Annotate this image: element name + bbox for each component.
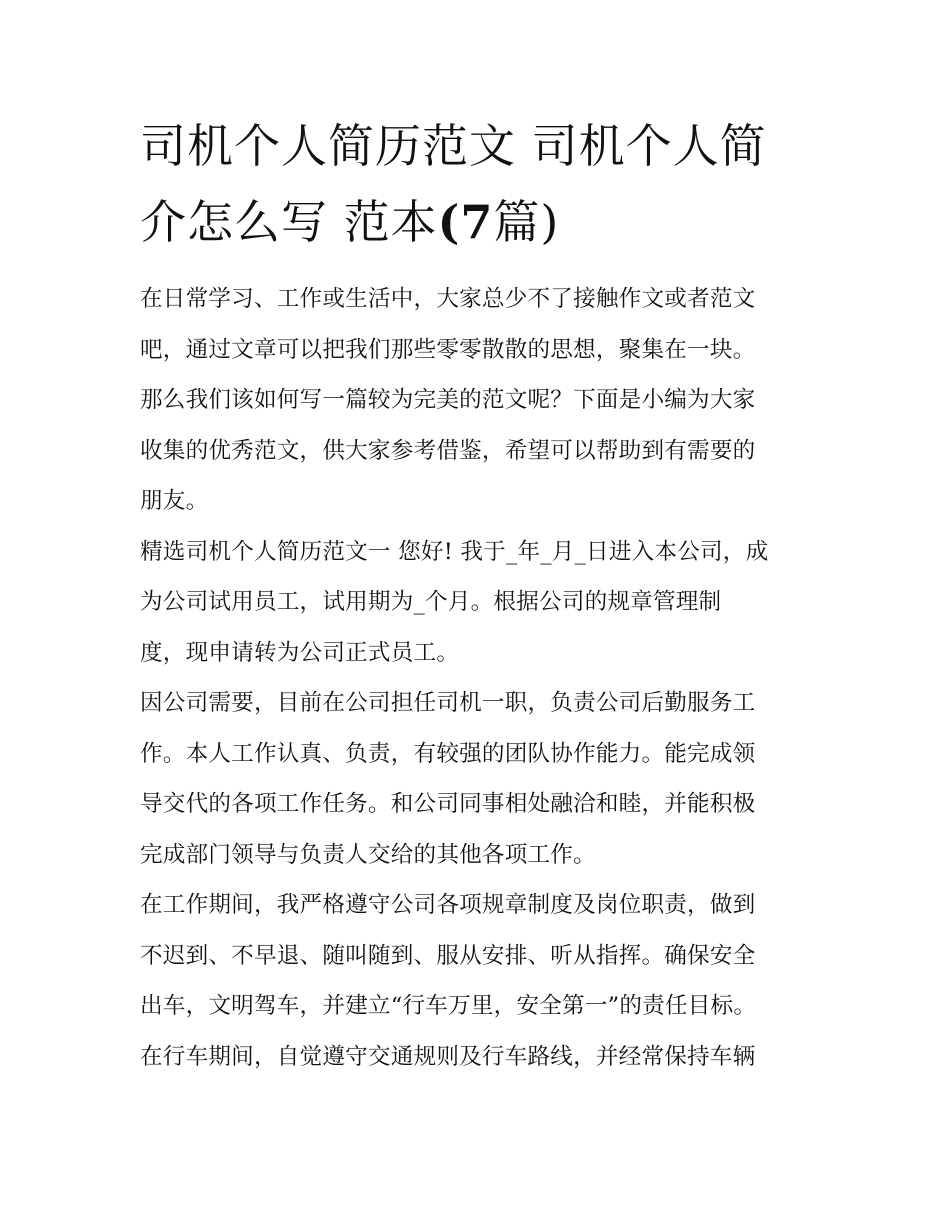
paragraph-line: 在行车期间，自觉遵守交通规则及行车路线，并经常保持车辆 <box>140 1043 756 1070</box>
paragraph-line: 出车，文明驾车，并建立“行车万里，安全第一”的责任目标。 <box>140 993 757 1019</box>
title-line-1: 司机个人简历范文 司机个人简 <box>140 119 767 173</box>
document-page <box>140 108 812 1082</box>
paragraph-line: 在日常学习、工作或生活中，大家总少不了接触作文或者范文 <box>140 286 756 312</box>
paragraph-conduct <box>140 880 812 1082</box>
paragraph-line: 在工作期间，我严格遵守公司各项规章制度及岗位职责，做到 <box>140 892 756 918</box>
document-body <box>140 274 812 1082</box>
paragraph-line: 收集的优秀范文，供大家参考借鉴，希望可以帮助到有需要的 <box>140 437 756 464</box>
paragraph-sample-one <box>140 527 812 679</box>
paragraph-line: 因公司需要，目前在公司担任司机一职，负责公司后勤服务工 <box>140 690 756 716</box>
paragraph-line: 不迟到、不早退、随叫随到、服从安排、听从指挥。确保安全 <box>140 942 756 969</box>
paragraph-line: 吧，通过文章可以把我们那些零零散散的思想，聚集在一块。 <box>140 336 756 363</box>
document-title <box>140 108 812 260</box>
paragraph-line: 那么我们该如何写一篇较为完美的范文呢？下面是小编为大家 <box>140 387 756 413</box>
paragraph-duties <box>140 678 812 880</box>
paragraph-line: 精选司机个人简历范文一 您好! 我于_年_月_日进入本公司，成 <box>140 538 769 565</box>
paragraph-line: 导交代的各项工作任务。和公司同事相处融洽和睦，并能积极 <box>140 791 756 817</box>
paragraph-line: 朋友。 <box>140 488 209 514</box>
paragraph-line: 作。本人工作认真、负责，有较强的团队协作能力。能完成领 <box>140 740 756 767</box>
paragraph-line: 为公司试用员工，试用期为_个月。根据公司的规章管理制 <box>140 589 722 615</box>
paragraph-intro <box>140 274 812 527</box>
paragraph-line: 完成部门领导与负责人交给的其他各项工作。 <box>140 841 596 868</box>
title-line-2: 介怎么写 范本(7篇) <box>140 195 560 249</box>
paragraph-line: 度，现申请转为公司正式员工。 <box>140 639 460 666</box>
